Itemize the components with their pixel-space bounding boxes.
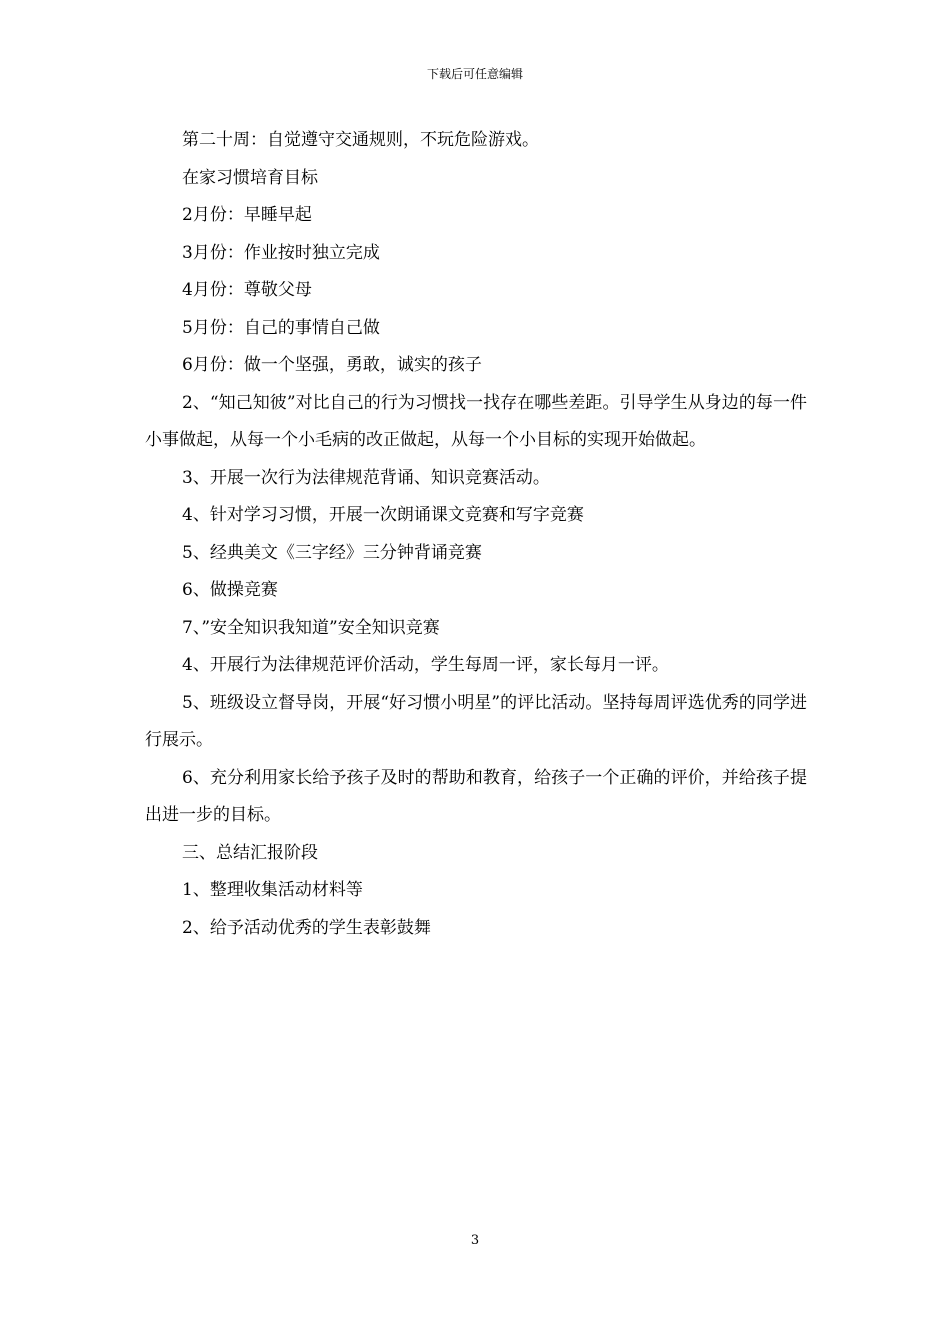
paragraph-supervision-post: 5、班级设立督导岗，开展“好习惯小明星”的评比活动。坚持每周评选优秀的同学进行展示。 — [145, 692, 807, 750]
paragraph-april: 4月份：尊敬父母 — [182, 280, 312, 300]
paragraph-collect-materials: 1、整理收集活动材料等 — [182, 880, 363, 900]
paragraph-safety-contest: 7、”安全知识我知道”安全知识竞赛 — [182, 617, 440, 638]
paragraph-parent-help: 6、充分利用家长给予孩子及时的帮助和教育，给孩子一个正确的评价，并给孩子提出进一步的目标。 — [145, 767, 807, 825]
paragraph-know-yourself: 2、“知己知彼”对比自己的行为习惯找一找存在哪些差距。引导学生从身边的每一件小事做起，从每一个小毛病的改正做起，从每一个小目标的实现开始做起。 — [145, 392, 807, 450]
paragraph-exercise-contest: 6、做操竞赛 — [182, 580, 278, 600]
paragraph-three-character-classic: 5、经典美文《三字经》三分钟背诵竞赛 — [182, 542, 482, 563]
paragraph-reading-writing-contest: 4、针对学习习惯，开展一次朗诵课文竞赛和写字竞赛 — [182, 505, 584, 525]
paragraph-week-twenty: 第二十周：自觉遵守交通规则，不玩危险游戏。 — [182, 130, 539, 150]
paragraph-commend-students: 2、给予活动优秀的学生表彰鼓舞 — [182, 917, 431, 938]
paragraph-february: 2月份：早睡早起 — [182, 205, 312, 225]
paragraph-home-habit-goals: 在家习惯培育目标 — [182, 167, 318, 188]
paragraph-evaluation-activity: 4、开展行为法律规范评价活动，学生每周一评，家长每月一评。 — [182, 655, 669, 675]
page-header: 下载后可任意编辑 — [426, 67, 523, 81]
paragraph-summary-stage: 三、总结汇报阶段 — [182, 842, 318, 863]
paragraph-march: 3月份：作业按时独立完成 — [182, 242, 380, 263]
page-number: 3 — [470, 1233, 480, 1248]
paragraph-may: 5月份：自己的事情自己做 — [182, 317, 380, 338]
paragraph-june: 6月份：做一个坚强，勇敢，诚实的孩子 — [182, 355, 482, 375]
document-body — [145, 122, 807, 947]
paragraph-recitation-contest: 3、开展一次行为法律规范背诵、知识竞赛活动。 — [182, 467, 550, 488]
